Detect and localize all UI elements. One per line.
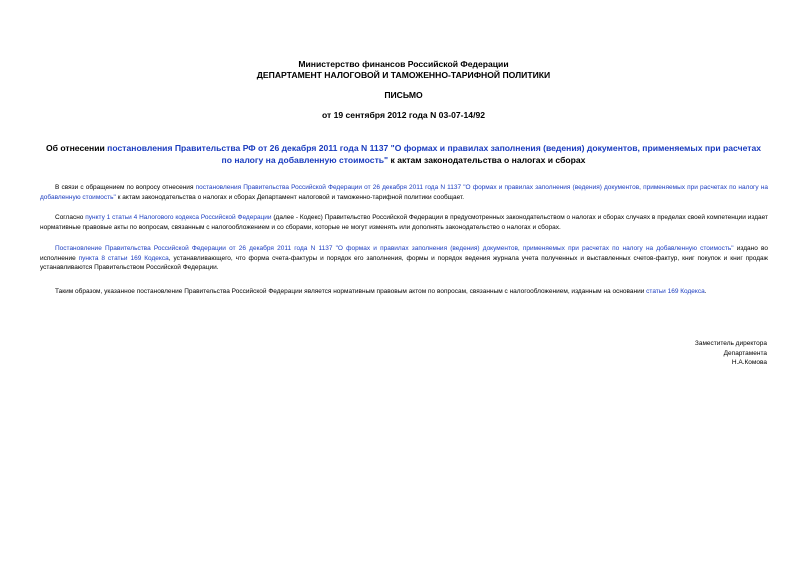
paragraph-4: [40, 287, 768, 297]
p4-article-link[interactable]: статьи 169 Кодекса: [646, 288, 705, 295]
title-prefix: Об отнесении: [45, 143, 108, 153]
p4-suffix: .: [704, 288, 707, 295]
p3-middle: издано во исполнение: [40, 245, 769, 262]
p2-prefix: Согласно: [55, 214, 86, 221]
department-name: ДЕПАРТАМЕНТ НАЛОГОВОЙ И ТАМОЖЕННО-ТАРИФНОЙ ПОЛИТИКИ: [256, 70, 551, 80]
ministry-name: Министерство финансов Российской Федерации: [298, 59, 509, 69]
document-type: ПИСЬМО: [384, 90, 423, 100]
p2-suffix: (далее - Кодекс) Правительство Российской Федерации в предусмотренных законодательством о налогах и сборах случаях в пределах своей компетенции издает нормативные правовые акты по вопросам, связанным с налогообложением и со сборами, которые не могут изменять или дополнять законодательство о налогах и сборах.: [40, 214, 768, 231]
paragraph-3: [40, 244, 768, 273]
paragraph-2: [40, 213, 768, 232]
p4-prefix: Таким образом, указанное постановление Правительства Российской Федерации является нормативным правовым актом по вопросам, связанным с налогообложением, изданным на основании: [55, 288, 647, 295]
paragraph-1: [40, 183, 768, 202]
document-date: от 19 сентября 2012 года N 03-07-14/92: [321, 110, 486, 120]
title-decree-link[interactable]: постановления Правительства РФ от 26 декабря 2011 года N 1137 "О формах и правилах заполнения (ведения) документов, применяемых при расчетах по налогу на добавленную стоимость": [107, 143, 762, 165]
p2-tax-code-link[interactable]: пункту 1 статьи 4 Налогового кодекса Российской Федерации: [85, 214, 272, 221]
signatory-name: Н.А.Комова: [731, 359, 767, 366]
p1-suffix: к актам законодательства о налогах и сборах Департамент налоговой и таможенно-тарифной политики сообщает.: [115, 193, 465, 201]
p1-prefix: В связи с обращением по вопросу отнесения: [55, 184, 196, 191]
signatory-position-line2: Департамента: [723, 349, 767, 357]
p3-article-link[interactable]: пункта 8 статьи 169 Кодекса: [78, 254, 169, 262]
signature-block: [695, 339, 767, 368]
p3-suffix: , устанавливающего, что форма счета-фактуры и порядок его заполнения, формы и порядок ведения журнала учета полученных и выставленных счетов-фактур, книг покупок и книг продаж устанавливаются Правительством Российской Федерации.: [40, 254, 768, 271]
title-suffix: к актам законодательства о налогах и сборах: [388, 154, 586, 165]
p1-decree-link[interactable]: постановления Правительства Российской Федерации от 26 декабря 2011 года N 1137 "О формах и правилах заполнения (ведения) документов, применяемых при расчетах по налогу на добавленную стоимость": [40, 184, 768, 201]
signatory-position-line1: Заместитель директора: [694, 340, 767, 347]
p3-decree-link[interactable]: Постановление Правительства Российской Федерации от 26 декабря 2011 года N 1137 "О формах и правилах заполнения (ведения) документов, применяемых при расчетах по налогу на добавленную стоимость": [55, 245, 734, 252]
document-title: [40, 143, 767, 166]
